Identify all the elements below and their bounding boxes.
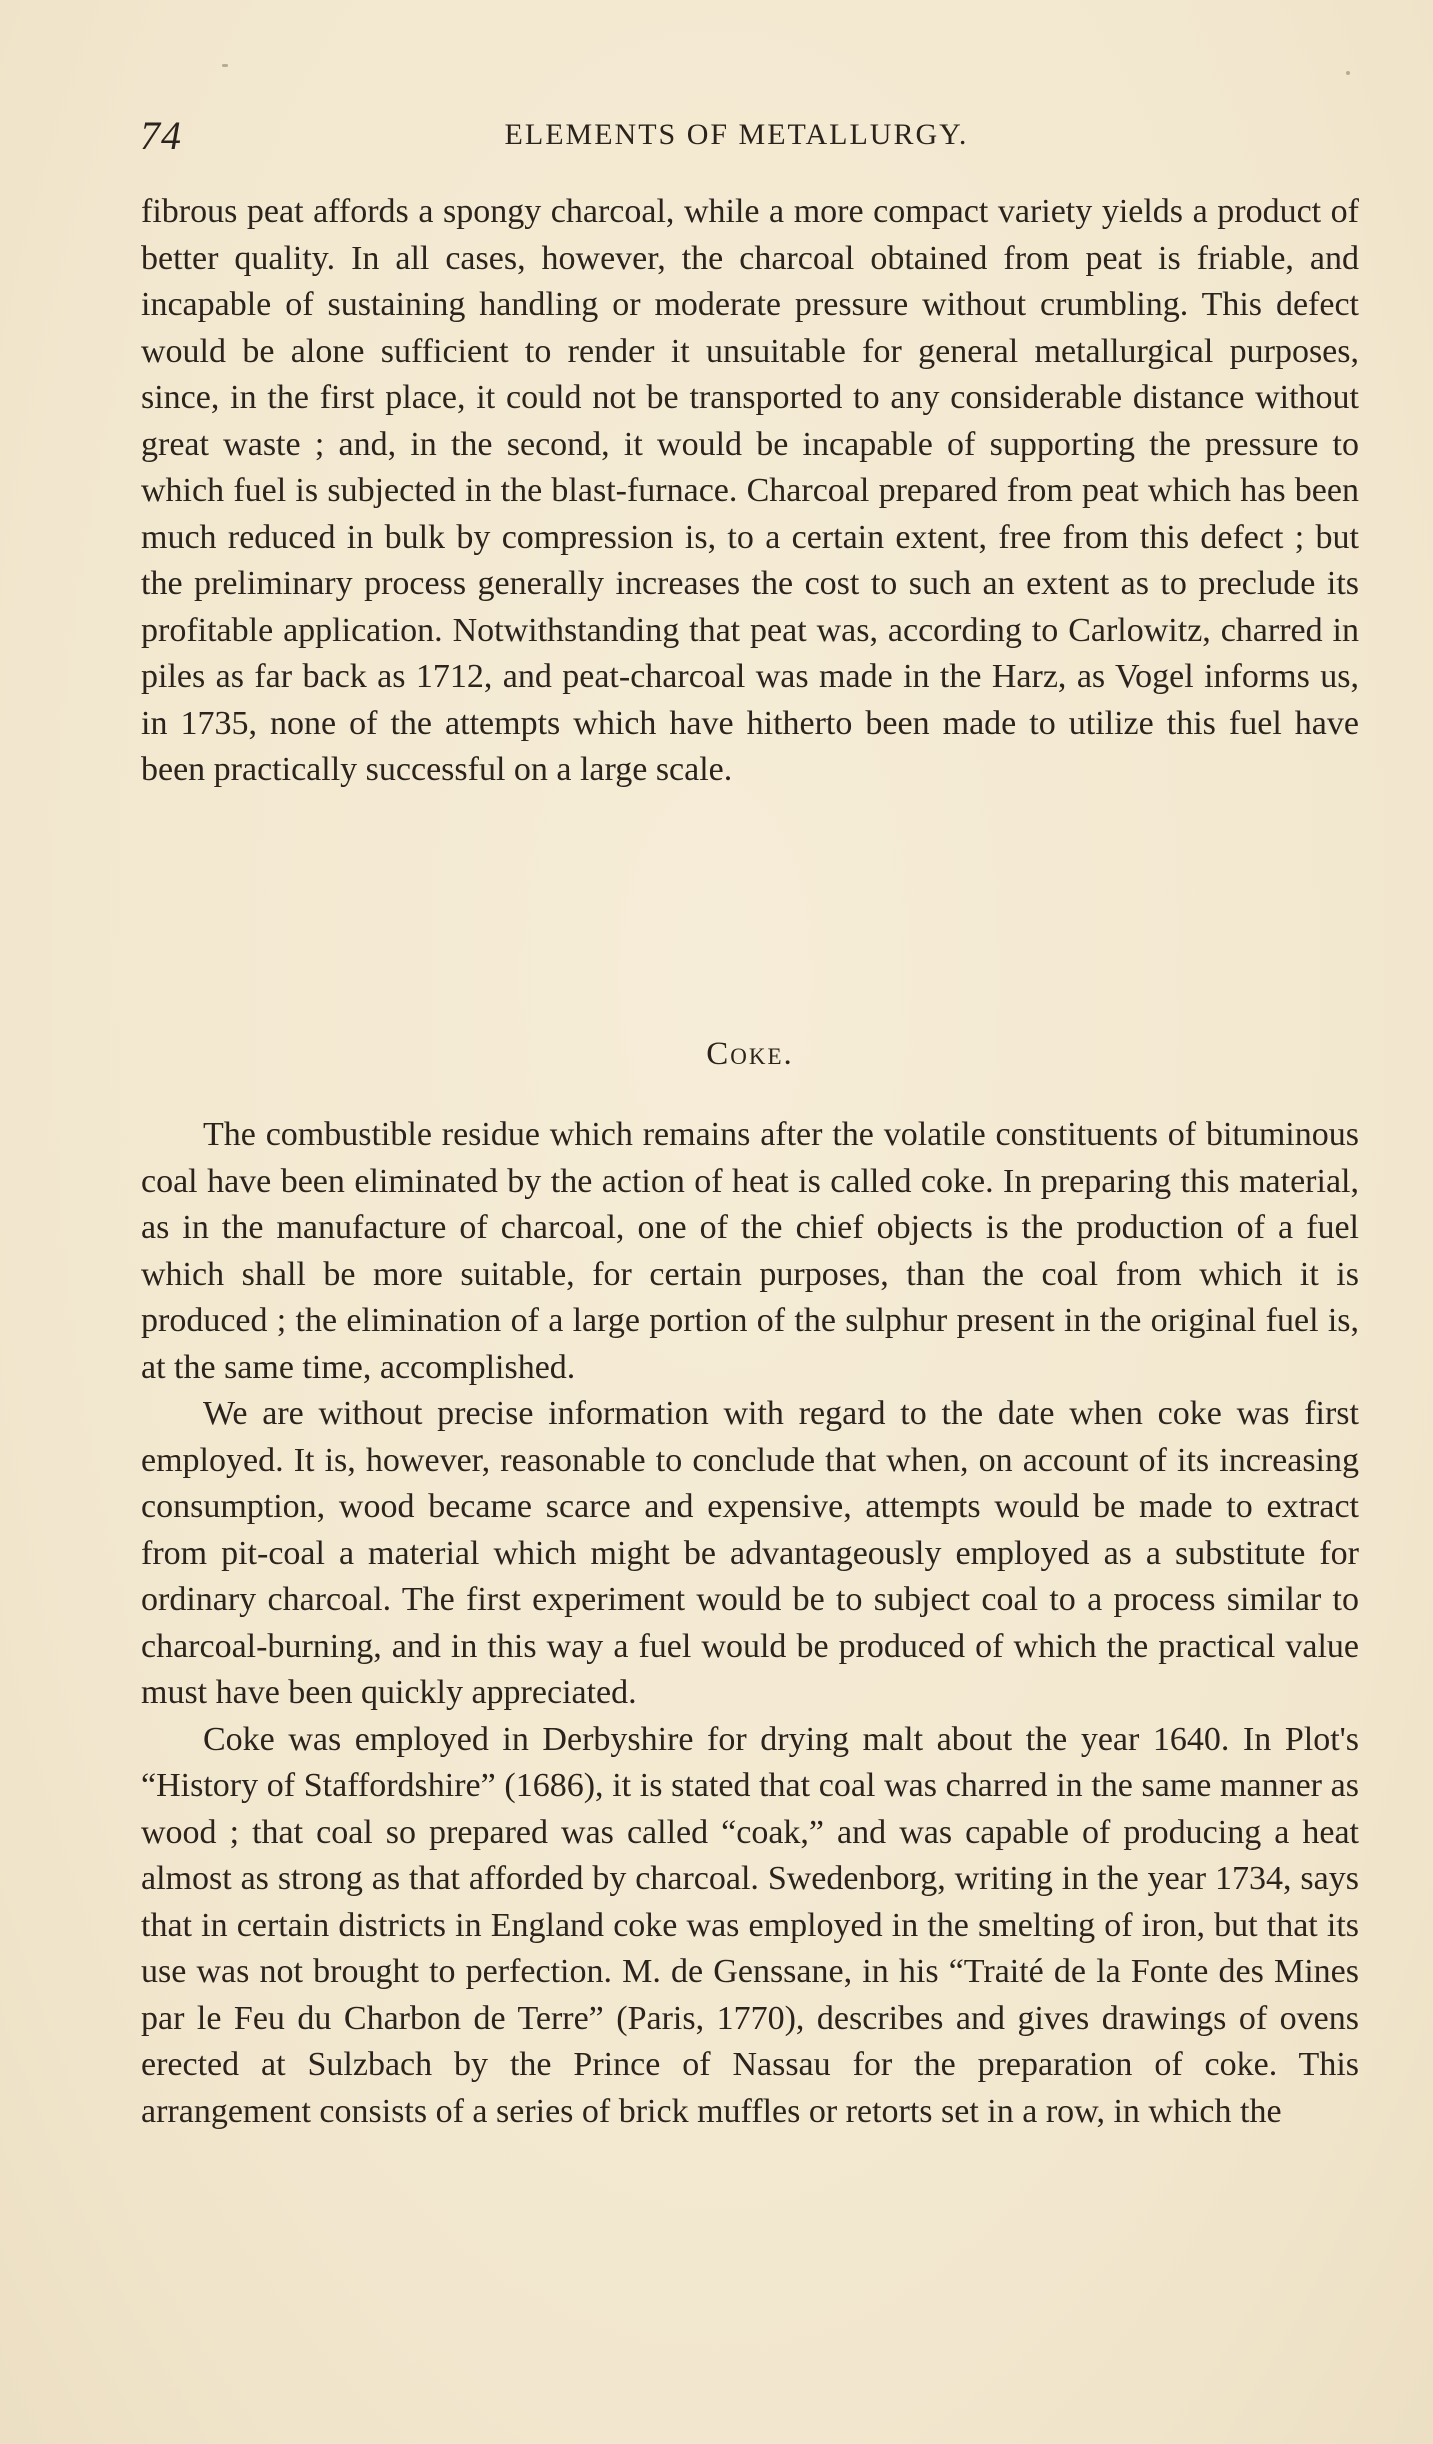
paragraph: We are without precise information with regard to the date when coke was first employed. It is, however, reasonable to conclude that when, on account of its increasing consumption, wood became scarce and expensive, attempts would be made to extract from pit-coal a material which might be advantageously employed as a substitute for ordinary charcoal. The first experiment would be to subject coal to a process similar to charcoal-burning, and in this way a fuel would be produced of which the practical value must have been quickly appreciated.	[141, 1395, 1359, 1711]
section-body	[141, 1112, 1359, 2135]
section-heading: Coke.	[706, 1036, 794, 1072]
paragraph: The combustible residue which remains after the volatile constituents of bituminous coal have been eliminated by the action of heat is called coke. In preparing this material, as in the manufacture of charcoal, one of the chief objects is the production of a fuel which shall be more suitable, for certain purposes, than the coal from which it is produced ; the elimination of a large portion of the sulphur present in the original fuel is, at the same time, accomplished.	[141, 1116, 1359, 1386]
paragraph: fibrous peat affords a spongy charcoal, while a more compact variety yields a product of better quality. In all cases, however, the charcoal obtained from peat is friable, and incapable of sustaining handling or moderate pressure without crumbling. This defect would be alone sufficient to render it unsuitable for general metallurgical purposes, since, in the first place, it could not be transported to any considerable distance without great waste ; and, in the second, it would be incapable of supporting the pressure to which fuel is subjected in the blast-furnace. Charcoal prepared from peat which has been much reduced in bulk by compression is, to a certain extent, free from this defect ; but the preliminary process generally increases the cost to such an extent as to preclude its profitable application. Notwithstanding that peat was, according to Carlowitz, charred in piles as far back as 1712, and peat-charcoal was made in the Harz, as Vogel informs us, in 1735, none of the attempts which have hitherto been made to utilize this fuel have been practically successful on a large scale.	[141, 193, 1359, 788]
paper-speck	[1346, 71, 1350, 75]
page-header	[140, 112, 1293, 162]
continued-text	[141, 189, 1359, 794]
paragraph: Coke was employed in Derbyshire for drying malt about the year 1640. In Plot's “History of Staffordshire” (1686), it is stated that coal was charred in the same manner as wood ; that coal so prepared was called “coak,” and was capable of producing a heat almost as strong as that afforded by charcoal. Swedenborg, writing in the year 1734, says that in certain districts in England coke was employed in the smelting of iron, but that its use was not brought to perfection. M. de Genssane, in his “Traité de la Fonte des Mines par le Feu du Charbon de Terre” (Paris, 1770), describes and gives drawings of ovens erected at Sulzbach by the Prince of Nassau for the preparation of coke. This arrangement consists of a series of brick muffles or retorts set in a row, in which the	[141, 1720, 1359, 2130]
running-title: ELEMENTS OF METALLURGY.	[504, 118, 969, 151]
paper-speck	[222, 64, 228, 67]
page-number: 74	[140, 113, 182, 158]
